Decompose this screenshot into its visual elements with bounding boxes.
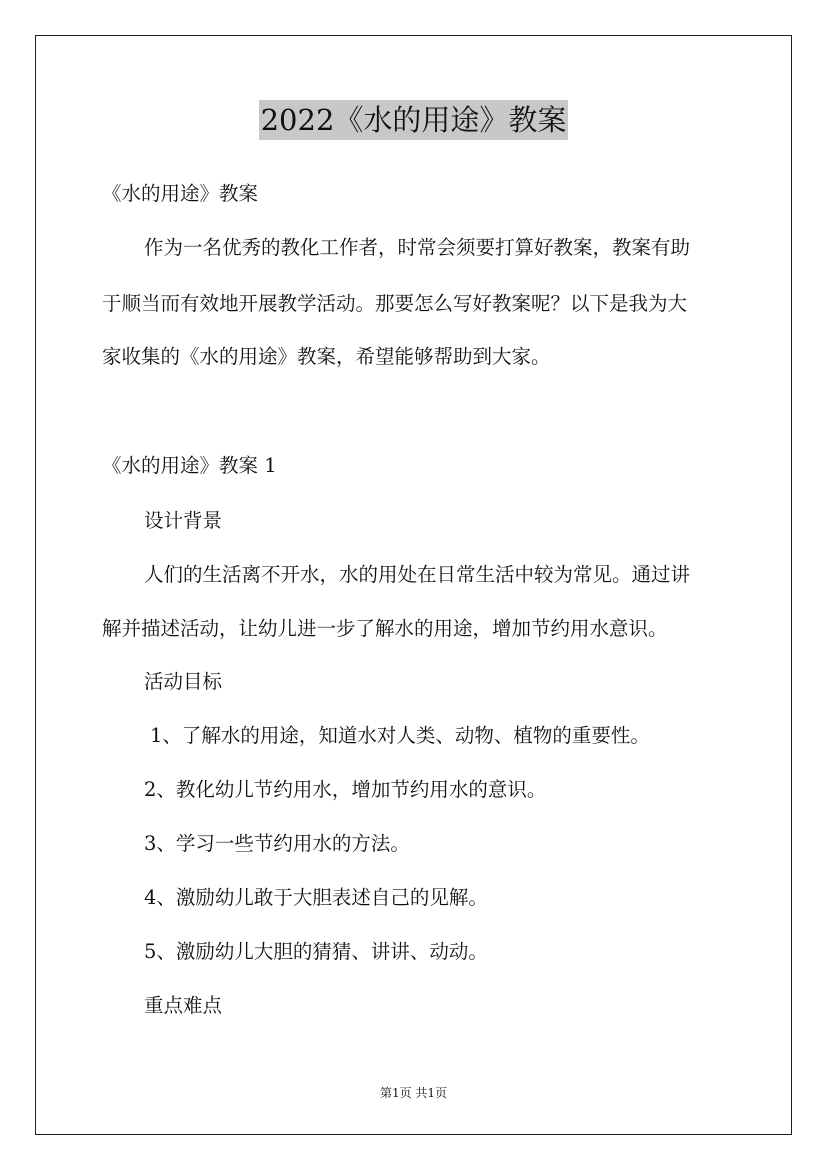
goals-heading: 活动目标 — [144, 670, 223, 693]
goal-item-3: 3、学习一些节约用水的方法。 — [144, 832, 410, 855]
intro-line-1: 作为一名优秀的教化工作者，时常会须要打算好教案，教案有助 — [144, 236, 691, 259]
document-title: 2022《水的用途》教案 — [259, 100, 569, 140]
page-footer: 第1页 共1页 — [379, 1086, 448, 1100]
design-background-line-1: 人们的生活离不开水，水的用处在日常生活中较为常见。通过讲 — [144, 563, 691, 586]
goal-item-5: 5、激励幼儿大胆的猜猜、讲讲、动动。 — [144, 940, 488, 963]
title-container — [0, 100, 827, 140]
section-heading: 《水的用途》教案 1 — [102, 454, 277, 477]
design-background-line-2: 解并描述活动，让幼儿进一步了解水的用途，增加节约用水意识。 — [102, 617, 668, 640]
intro-line-3: 家收集的《水的用途》教案，希望能够帮助到大家。 — [102, 345, 551, 368]
key-points-heading: 重点难点 — [144, 994, 223, 1017]
design-background-heading: 设计背景 — [144, 509, 223, 532]
document-subtitle: 《水的用途》教案 — [102, 182, 259, 205]
intro-line-2: 于顺当而有效地开展教学活动。那要怎么写好教案呢？以下是我为大 — [102, 292, 688, 315]
goal-item-4: 4、激励幼儿敢于大胆表述自己的见解。 — [144, 886, 488, 909]
goal-item-1: 1、了解水的用途，知道水对人类、动物、植物的重要性。 — [150, 724, 650, 747]
goal-item-2: 2、教化幼儿节约用水，增加节约用水的意识。 — [144, 778, 547, 801]
